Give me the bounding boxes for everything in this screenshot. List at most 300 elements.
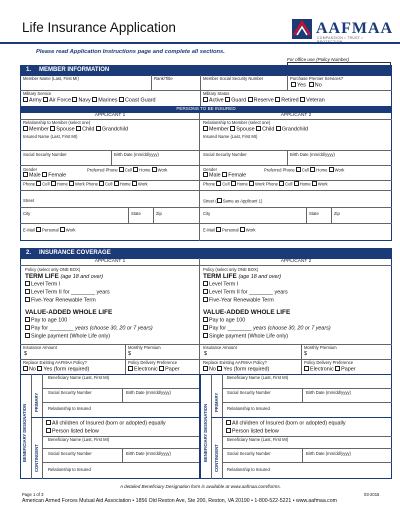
no-label: No <box>29 366 36 373</box>
military-service-label: Military Service <box>23 91 52 96</box>
level-term-1-option <box>203 281 238 288</box>
beneficiary-name-label: Beneficiary Name (Last, First MI) <box>48 375 110 380</box>
coast-guard-label: Coast Guard <box>124 97 156 104</box>
street-label: Street <box>23 198 35 203</box>
divider <box>20 223 392 224</box>
delivery-label: Policy Delivery Preference <box>128 360 178 365</box>
child-label: Child <box>82 126 95 133</box>
pay-100-checkbox[interactable] <box>25 317 30 322</box>
term-life-heading <box>203 273 281 280</box>
paper-checkbox[interactable] <box>335 366 340 371</box>
birth-date-label: Birth Date (mm/dd/yyyy) <box>114 152 159 157</box>
rank-label: Rank/Title <box>154 76 173 81</box>
level-term-1-checkbox[interactable] <box>203 281 208 286</box>
army-checkbox[interactable] <box>23 97 28 102</box>
same-as-applicant-checkbox[interactable] <box>217 198 222 203</box>
single-payment-option <box>25 333 110 340</box>
home-label: Home <box>299 181 311 187</box>
replace-policy-label: Replace Existing AAFMAA Policy? <box>23 360 87 365</box>
yes-form-label: Yes (form required) <box>43 366 90 373</box>
divider <box>111 150 112 165</box>
divider <box>42 448 199 449</box>
navy-checkbox[interactable] <box>72 97 77 102</box>
term-life-heading <box>25 273 103 280</box>
divider <box>31 374 32 479</box>
personal-checkbox[interactable] <box>36 227 41 232</box>
home-checkbox[interactable] <box>294 181 299 186</box>
divider <box>42 402 199 403</box>
birth-date-label: Birth Date (mm/dd/yyyy) <box>126 451 171 456</box>
divider <box>306 207 307 223</box>
birth-date-label: Birth Date (mm/dd/yyyy) <box>290 152 335 157</box>
footer-address: American Armed Forces Mutual Aid Association • 1856 Old Reston Ave, Ste 200, Reston, VA 20190 • 1-800-522-5221 • www.aafmaa.com <box>22 498 337 504</box>
cell-label: Cell <box>301 167 310 173</box>
yes-form-label: Yes (form required) <box>223 366 270 373</box>
work-email-checkbox[interactable] <box>60 227 65 232</box>
beneficiary-name-label: Beneficiary Name (Last, First MI) <box>48 437 110 442</box>
level-term-2-option: Level Term II for ________ years <box>203 289 288 296</box>
preferred-phone-row-2 <box>264 167 344 173</box>
home-label: Home <box>139 167 151 173</box>
divider <box>331 207 332 223</box>
home-checkbox[interactable] <box>133 167 138 172</box>
coast-guard-checkbox[interactable] <box>119 97 124 102</box>
relationship-label: Relationship to Member (select one) <box>203 120 271 125</box>
pay-100-label: Pay to age 100 <box>31 317 68 324</box>
monthly-premium-label: Monthly Premium <box>128 345 161 350</box>
pay-100-option <box>203 317 245 324</box>
five-year-checkbox[interactable] <box>203 297 208 302</box>
home-label: Home <box>119 181 131 187</box>
yes-label: Yes <box>297 82 306 89</box>
cell-label: Cell <box>285 181 293 187</box>
relationship-to-insured-label: Relationship to Insured <box>227 406 270 411</box>
preferred-phone-row-1 <box>87 167 167 173</box>
center-divider <box>199 113 200 241</box>
person-below-checkbox[interactable] <box>46 428 51 433</box>
email-label: E-Mail <box>23 227 35 233</box>
home-label: Home <box>316 167 328 173</box>
work-label: Work <box>334 167 345 173</box>
divider <box>287 150 288 165</box>
divider <box>128 207 129 223</box>
relationship-to-insured-label: Relationship to Insured <box>227 467 270 472</box>
divider <box>20 190 392 191</box>
replace-policy-label: Replace Existing AAFMAA Policy? <box>203 360 267 365</box>
male-checkbox[interactable] <box>23 172 28 177</box>
work-label: Work <box>245 227 256 233</box>
policy-select-label: Policy (select only ONE BOX) <box>203 267 259 272</box>
email-label: E-Mail <box>203 227 215 233</box>
replace-options-1 <box>23 366 89 373</box>
single-payment-checkbox[interactable] <box>203 333 208 338</box>
logo-text: AAFMAA <box>316 20 394 37</box>
divider <box>20 150 392 151</box>
child-checkbox[interactable] <box>76 126 81 131</box>
member-name-label: Member Name (Last, First MI) <box>23 76 79 81</box>
grandchild-checkbox[interactable] <box>96 126 101 131</box>
pay-for-label: Pay for <box>209 325 227 332</box>
grandchild-label: Grandchild <box>101 126 128 133</box>
state-label: State <box>131 211 141 216</box>
reserve-checkbox[interactable] <box>248 97 253 102</box>
level-term-1-label: Level Term I <box>209 281 239 288</box>
preferred-phone-label: Preferred Phone <box>264 167 295 173</box>
insured-name-label: Insured Name (Last, First MI) <box>203 134 258 139</box>
pay-for-label: Pay for <box>31 325 49 332</box>
aafmaa-logo <box>292 19 394 43</box>
section-number: 2. <box>26 250 32 256</box>
gender-label: Gender <box>23 167 37 172</box>
relationship-options-2 <box>203 126 308 133</box>
cell-checkbox[interactable] <box>279 181 284 186</box>
pay-100-option <box>25 317 67 324</box>
work-checkbox[interactable] <box>69 181 74 186</box>
work-checkbox[interactable] <box>329 167 334 172</box>
single-payment-label: Single payment (Whole Life only) <box>31 333 111 340</box>
insured-name-label: Insured Name (Last, First MI) <box>23 134 78 139</box>
pay-years-label: years (choose 30, 20 or 7 years) <box>253 325 331 332</box>
replace-options-2 <box>203 366 269 373</box>
divider <box>302 448 303 462</box>
divider <box>222 448 392 449</box>
home-checkbox[interactable] <box>114 181 119 186</box>
air-force-checkbox[interactable] <box>43 97 48 102</box>
phone-row-1 <box>23 181 148 187</box>
replace-yes-checkbox[interactable] <box>217 366 222 371</box>
work-label: Work <box>75 181 85 187</box>
premier-yes-checkbox[interactable] <box>291 82 296 87</box>
level-term-1-checkbox[interactable] <box>25 281 30 286</box>
divider <box>222 462 392 463</box>
work-checkbox[interactable] <box>132 181 137 186</box>
birth-date-label: Birth Date (mm/dd/yyyy) <box>306 451 351 456</box>
marines-checkbox[interactable] <box>92 97 97 102</box>
male-label: Male <box>209 172 221 179</box>
home-checkbox[interactable] <box>310 167 315 172</box>
pay-for-option: Pay for ________ years (choose 30, 20 or 7 years) <box>203 325 331 332</box>
paper-label: Paper <box>165 366 180 373</box>
person-below-option <box>46 428 99 435</box>
term-life-label: TERM LIFE <box>203 273 237 280</box>
child-label: Child <box>262 126 275 133</box>
ssn-label: Social Security Number <box>227 451 271 456</box>
work-label: Work <box>65 227 76 233</box>
female-label: Female <box>48 172 67 179</box>
level-term-2-label: Level Term II for <box>31 289 70 296</box>
single-payment-checkbox[interactable] <box>25 333 30 338</box>
dollar-sign: $ <box>24 351 27 357</box>
electronic-label: Electronic <box>134 366 158 373</box>
guard-checkbox[interactable] <box>225 97 230 102</box>
beneficiary-form-note: A detailed Beneficiary Designation form is available at www.aafmaa.com/forms. <box>120 484 281 489</box>
primary-label: PRIMARY <box>214 392 219 412</box>
divider <box>42 374 43 479</box>
all-children-label: All children of Insured (born or adopted) equally <box>232 420 346 427</box>
ssn-label: Social Security Number <box>23 152 67 157</box>
work-email-checkbox[interactable] <box>240 227 245 232</box>
form-code: 03-2015 <box>364 492 380 497</box>
military-status-label: Military Status <box>203 91 230 96</box>
divider <box>151 75 152 90</box>
applicant-2-heading: APPLICANT 2 <box>280 259 312 264</box>
beneficiary-name-label: Beneficiary Name (Last, First MI) <box>227 437 289 442</box>
divider <box>200 75 201 107</box>
divider <box>20 265 392 266</box>
premier-options <box>291 82 322 89</box>
instructions-note: Please read Application Instructions page and complete all sections. <box>36 49 225 55</box>
section-1-header <box>20 65 392 75</box>
divider <box>20 207 392 208</box>
work-label: Work <box>317 181 328 187</box>
grandchild-checkbox[interactable] <box>276 126 281 131</box>
female-label: Female <box>228 172 247 179</box>
level-term-2-checkbox[interactable] <box>203 289 208 294</box>
grandchild-label: Grandchild <box>281 126 308 133</box>
beneficiary-designation-label: BENEFICIARY DESIGNATION <box>203 403 208 462</box>
policy-select-label: Policy (select only ONE BOX) <box>25 267 81 272</box>
monthly-premium-label: Monthly Premium <box>304 345 337 350</box>
guard-label: Guard <box>231 97 247 104</box>
member-label: Member <box>29 126 49 133</box>
persons-insured-bar: PERSONS TO BE INSURED <box>20 106 392 113</box>
replace-no-checkbox[interactable] <box>23 366 28 371</box>
divider <box>222 374 223 479</box>
pay-for-checkbox[interactable] <box>25 325 30 330</box>
birth-date-label: Birth Date (mm/dd/yyyy) <box>126 390 171 395</box>
birth-date-label: Birth Date (mm/dd/yyyy) <box>306 390 351 395</box>
insurance-amount-label: Insurance Amount <box>203 345 237 350</box>
spouse-checkbox[interactable] <box>230 126 235 131</box>
term-age-label: (age 18 and over) <box>238 274 282 280</box>
personal-label: Personal <box>222 227 239 233</box>
divider <box>211 374 212 479</box>
no-label: No <box>314 82 322 89</box>
all-children-label: All children of Insured (born or adopted) equally <box>52 420 166 427</box>
pay-100-label: Pay to age 100 <box>209 317 246 324</box>
member-checkbox[interactable] <box>23 126 28 131</box>
veteran-checkbox[interactable] <box>300 97 305 102</box>
years-label: years <box>96 289 110 296</box>
level-term-1-label: Level Term I <box>31 281 61 288</box>
insurance-amount-label: Insurance Amount <box>23 345 57 350</box>
divider <box>222 402 392 403</box>
city-label: City <box>23 211 31 216</box>
person-below-option <box>226 428 279 435</box>
electronic-checkbox[interactable] <box>128 366 133 371</box>
level-term-1-option <box>25 281 60 288</box>
replace-no-checkbox[interactable] <box>203 366 208 371</box>
female-checkbox[interactable] <box>222 172 227 177</box>
paper-checkbox[interactable] <box>159 366 164 371</box>
child-checkbox[interactable] <box>256 126 261 131</box>
cell-label: Cell <box>105 181 113 187</box>
cell-checkbox[interactable] <box>99 181 104 186</box>
street-row-2: Street ( Same as Applicant 1) <box>203 198 263 204</box>
pay-for-option: Pay for ________ years (choose 30, 20 or 7 years) <box>25 325 153 332</box>
header-rule <box>0 42 400 44</box>
phone-label: Phone <box>85 181 98 187</box>
divider <box>122 448 123 462</box>
work-label: Work <box>255 181 265 187</box>
logo-tagline: COMPASSION • TRUST • <box>317 36 364 40</box>
air-force-label: Air Force <box>49 97 71 104</box>
relationship-to-insured-label: Relationship to Insured <box>48 406 91 411</box>
work-checkbox[interactable] <box>249 181 254 186</box>
contingent-label: CONTINGENT <box>34 444 39 472</box>
office-use-label: For office use (Policy Number) <box>287 57 350 62</box>
spouse-checkbox[interactable] <box>50 126 55 131</box>
years-label: years <box>274 289 288 296</box>
all-children-option <box>226 420 346 427</box>
electronic-checkbox[interactable] <box>304 366 309 371</box>
ssn-label: Social Security Number <box>48 390 92 395</box>
section-title: INSURANCE COVERAGE <box>39 250 111 256</box>
work-label: Work <box>157 167 168 173</box>
divider <box>153 207 154 223</box>
five-year-checkbox[interactable] <box>25 297 30 302</box>
delivery-label: Policy Delivery Preference <box>304 360 354 365</box>
divider <box>122 388 123 402</box>
dollar-sign: $ <box>128 351 131 357</box>
flag-logo-icon <box>292 19 312 39</box>
divider <box>42 388 199 389</box>
reserve-label: Reserve <box>253 97 274 104</box>
applicant-1-heading: APPLICANT 1 <box>94 113 126 118</box>
phone-row-2 <box>203 181 328 187</box>
member-checkbox[interactable] <box>203 126 208 131</box>
relationship-to-insured-label: Relationship to Insured <box>48 467 91 472</box>
ssn-label: Social Security Number <box>227 390 271 395</box>
army-label: Army <box>29 97 42 104</box>
work-checkbox[interactable] <box>152 167 157 172</box>
divider <box>302 388 303 402</box>
beneficiary-name-label: Beneficiary Name (Last, First MI) <box>227 375 289 380</box>
veteran-label: Veteran <box>306 97 325 104</box>
cell-checkbox[interactable] <box>36 181 41 186</box>
level-term-2-option: Level Term II for ________ years <box>25 289 110 296</box>
spouse-label: Spouse <box>56 126 75 133</box>
phone-label: Phone <box>265 181 278 187</box>
section-number: 1. <box>26 67 32 73</box>
premier-services-label: Purchase Premier Services? <box>290 76 344 81</box>
member-label: Member <box>209 126 229 133</box>
delivery-options-1 <box>128 366 180 373</box>
page-title: Life Insurance Application <box>22 20 176 35</box>
no-label: No <box>209 366 216 373</box>
all-children-option <box>46 420 166 427</box>
home-label: Home <box>236 181 248 187</box>
email-row-2 <box>203 227 255 233</box>
active-label: Active <box>209 97 224 104</box>
email-row-1 <box>23 227 75 233</box>
retired-checkbox[interactable] <box>275 97 280 102</box>
primary-label: PRIMARY <box>34 392 39 412</box>
male-label: Male <box>29 172 41 179</box>
level-term-2-label: Level Term II for <box>209 289 248 296</box>
pay-100-checkbox[interactable] <box>203 317 208 322</box>
zip-label: Zip <box>156 211 162 216</box>
street-label: Street <box>203 198 215 204</box>
cell-checkbox[interactable] <box>216 181 221 186</box>
five-year-option <box>25 297 96 304</box>
spouse-label: Spouse <box>236 126 255 133</box>
five-year-label: Five-Year Renewable Term <box>209 297 274 304</box>
cell-label: Cell <box>222 181 230 187</box>
term-life-label: TERM LIFE <box>25 273 59 280</box>
divider <box>211 417 392 418</box>
gender-options-1 <box>23 172 66 179</box>
zip-label: Zip <box>334 211 340 216</box>
replace-yes-checkbox[interactable] <box>37 366 42 371</box>
paper-label: Paper <box>341 366 356 373</box>
cell-checkbox[interactable] <box>119 167 124 172</box>
state-label: State <box>309 211 319 216</box>
dollar-sign: $ <box>204 351 207 357</box>
applicant-1-heading: APPLICANT 1 <box>94 259 126 264</box>
divider <box>20 165 392 166</box>
divider <box>287 75 288 90</box>
relationship-options-1 <box>23 126 128 133</box>
cell-label: Cell <box>124 167 133 173</box>
pay-for-checkbox[interactable] <box>203 325 208 330</box>
home-checkbox[interactable] <box>51 181 56 186</box>
retired-label: Retired <box>281 97 299 104</box>
active-checkbox[interactable] <box>203 97 208 102</box>
member-ssn-label: Member Social Security Number <box>203 76 264 81</box>
navy-label: Navy <box>78 97 91 104</box>
contingent-label: CONTINGENT <box>214 444 219 472</box>
home-label: Home <box>56 181 68 187</box>
military-status-options <box>203 97 325 104</box>
five-year-label: Five-Year Renewable Term <box>31 297 96 304</box>
home-checkbox[interactable] <box>231 181 236 186</box>
divider <box>301 344 302 374</box>
premier-no-checkbox[interactable] <box>309 82 314 87</box>
pay-years-label: years (choose 30, 20 or 7 years) <box>75 325 153 332</box>
dollar-sign: $ <box>304 351 307 357</box>
cell-checkbox[interactable] <box>296 167 301 172</box>
all-children-checkbox[interactable] <box>46 420 51 425</box>
divider <box>31 417 199 418</box>
five-year-option <box>203 297 274 304</box>
electronic-label: Electronic <box>310 366 334 373</box>
delivery-options-2 <box>304 366 356 373</box>
divider <box>222 388 392 389</box>
city-label: City <box>203 211 211 216</box>
page-number: Page 1 of 3 <box>22 492 44 497</box>
single-payment-label: Single payment (Whole Life only) <box>209 333 289 340</box>
person-below-checkbox[interactable] <box>226 428 231 433</box>
vawl-heading: VALUE-ADDED WHOLE LIFE <box>25 309 113 316</box>
beneficiary-designation-label: BENEFICIARY DESIGNATION <box>22 403 27 462</box>
level-term-2-checkbox[interactable] <box>25 289 30 294</box>
phone-label: Phone <box>203 181 216 187</box>
cell-label: Cell <box>42 181 50 187</box>
relationship-label: Relationship to Member (select one) <box>23 120 91 125</box>
personal-checkbox[interactable] <box>216 227 221 232</box>
divider <box>42 462 199 463</box>
work-checkbox[interactable] <box>312 181 317 186</box>
same-as-label: Same as Applicant 1 <box>222 198 261 204</box>
male-checkbox[interactable] <box>203 172 208 177</box>
female-checkbox[interactable] <box>42 172 47 177</box>
section-title: MEMBER INFORMATION <box>39 67 110 73</box>
all-children-checkbox[interactable] <box>226 420 231 425</box>
military-service-options <box>23 97 156 104</box>
ssn-label: Social Security Number <box>203 152 247 157</box>
preferred-phone-label: Preferred Phone <box>87 167 118 173</box>
